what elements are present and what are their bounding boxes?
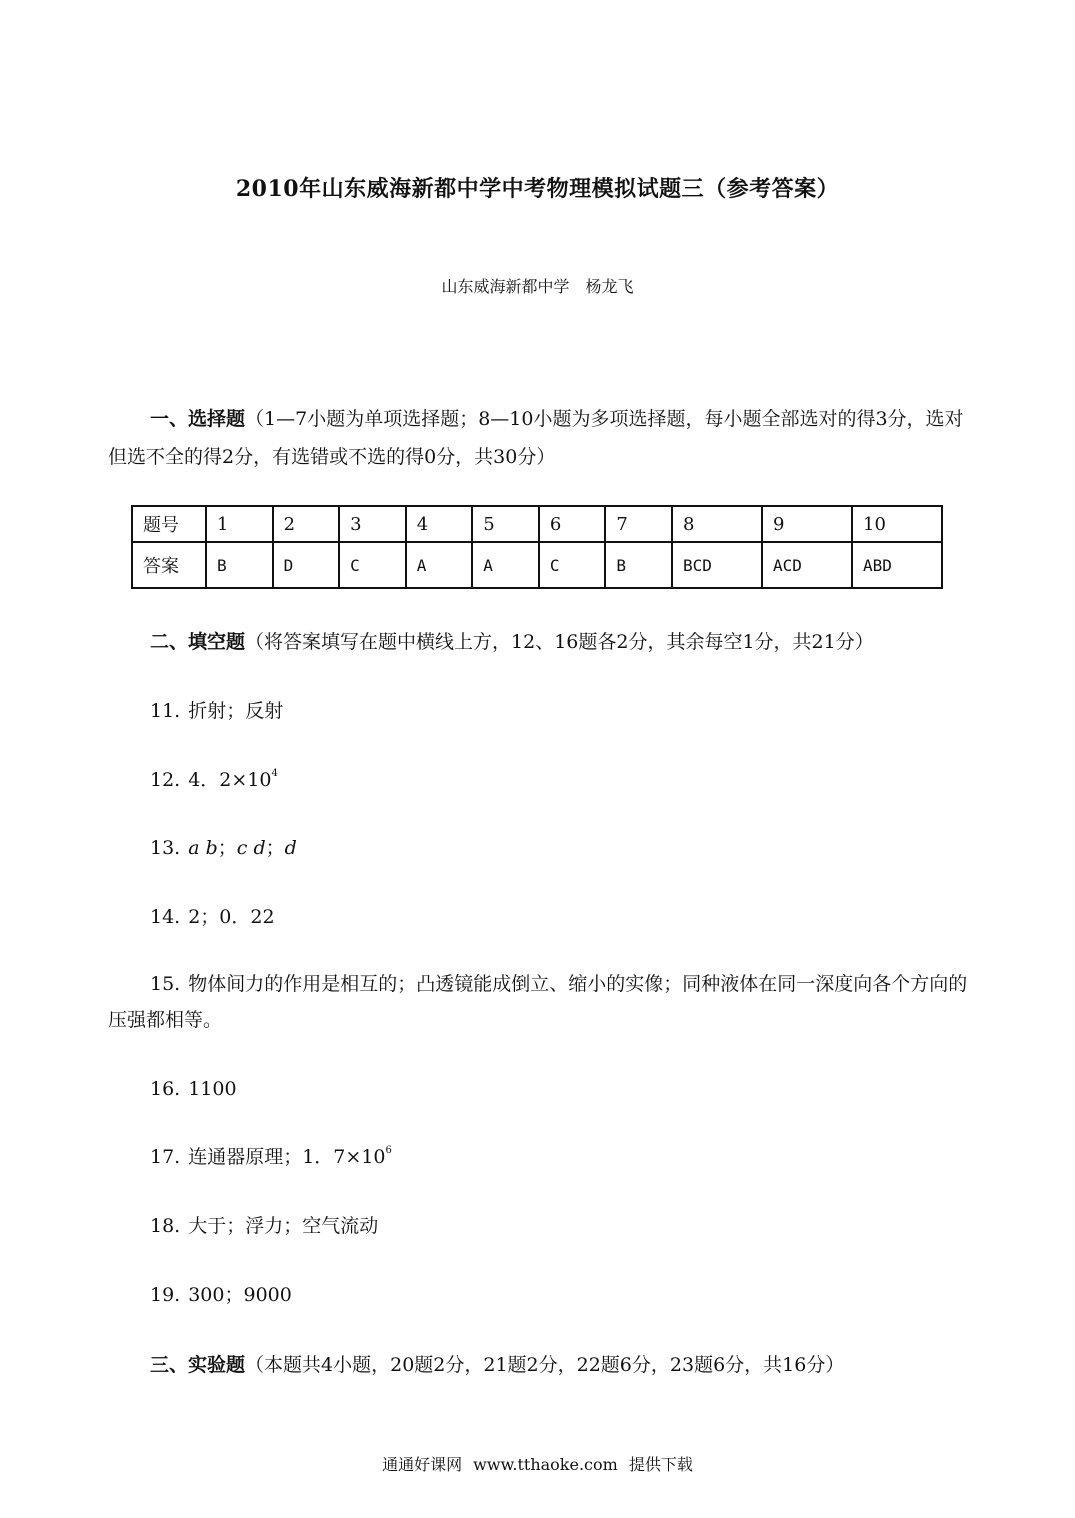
section-1-text: （1—7小题为单项选择题；8—10小题为多项选择题，每小题全部选对的得3分，选对但选不全的得2分，有选错或不选的得0分，共30分） [108, 408, 964, 468]
item-separator: ； [217, 837, 237, 859]
answer-item-15 [108, 966, 976, 1038]
item-number: 15. [150, 973, 181, 995]
answer-item-12 [150, 765, 278, 795]
item-text: 300；9000 [188, 1284, 292, 1306]
question-number-cell: 10 [852, 506, 942, 542]
item-var-d: d [284, 837, 297, 859]
answer-cell: A [472, 542, 539, 588]
answer-item-17 [150, 1142, 392, 1172]
document-author: 山东威海新都中学 杨龙飞 [441, 277, 634, 296]
answer-cell: C [339, 542, 406, 588]
section-2-text: （将答案填写在题中横线上方，12、16题各2分，其余每空1分，共21分） [245, 631, 874, 653]
item-exponent: 4 [271, 768, 278, 779]
item-number: 18. [150, 1215, 181, 1237]
section-3-text: （本题共4小题，20题2分，21题2分，22题6分，23题6分，共16分） [245, 1354, 845, 1376]
section-1-heading: 一、选择题 [150, 408, 246, 430]
section-2-heading: 二、填空题 [150, 631, 246, 653]
item-number: 13. [150, 837, 181, 859]
question-number-cell: 2 [273, 506, 340, 542]
answer-item-16 [150, 1074, 237, 1104]
answer-table [131, 505, 943, 589]
answer-cell: D [273, 542, 340, 588]
answer-cell: C [539, 542, 606, 588]
answer-cell: B [605, 542, 672, 588]
answer-item-18 [150, 1211, 378, 1241]
answer-table-answer-row [132, 542, 942, 588]
section-3-heading: 三、实验题 [150, 1354, 246, 1376]
item-separator: ； [265, 837, 285, 859]
item-number: 14. [150, 906, 181, 928]
row-label-question: 题号 [132, 506, 206, 542]
item-number: 12. [150, 769, 181, 791]
answer-cell: ABD [852, 542, 942, 588]
question-number-cell: 8 [672, 506, 762, 542]
item-exponent: 6 [385, 1145, 392, 1156]
item-text: 折射；反射 [188, 700, 284, 722]
section-3-instructions [108, 1346, 976, 1384]
answer-cell: BCD [672, 542, 762, 588]
item-number: 17. [150, 1146, 181, 1168]
answer-cell: A [406, 542, 473, 588]
question-number-cell: 3 [339, 506, 406, 542]
item-text: 大于；浮力；空气流动 [188, 1215, 379, 1237]
item-var-b: b [205, 837, 218, 859]
item-number: 11. [150, 700, 181, 722]
item-number: 16. [150, 1078, 181, 1100]
question-number-cell: 9 [762, 506, 852, 542]
item-text: 2；0．22 [188, 906, 275, 928]
row-label-answer: 答案 [132, 542, 206, 588]
question-number-cell: 5 [472, 506, 539, 542]
question-number-cell: 4 [406, 506, 473, 542]
item-var-d: d [253, 837, 266, 859]
question-number-cell: 7 [605, 506, 672, 542]
item-text: 1100 [188, 1078, 237, 1100]
answer-cell: ACD [762, 542, 852, 588]
section-1-instructions [108, 400, 976, 476]
item-var-c: c [236, 837, 248, 859]
item-var-a: a [188, 837, 200, 859]
answer-item-14 [150, 902, 275, 932]
item-text: 4．2×10 [188, 769, 272, 791]
document-title: 2010年山东威海新都中学中考物理模拟试题三（参考答案） [235, 176, 840, 202]
item-number: 19. [150, 1284, 181, 1306]
answer-cell: B [206, 542, 273, 588]
question-number-cell: 1 [206, 506, 273, 542]
answer-item-13 [150, 833, 297, 863]
section-2-instructions [108, 623, 976, 661]
item-text: 连通器原理；1．7×10 [188, 1146, 386, 1168]
answer-item-11 [150, 696, 283, 726]
question-number-cell: 6 [539, 506, 606, 542]
answer-table-number-row [132, 506, 942, 542]
item-text: 物体间力的作用是相互的；凸透镜能成倒立、缩小的实像；同种液体在同一深度向各个方向的压强都相等。 [108, 973, 968, 1031]
answer-item-19 [150, 1280, 292, 1310]
page-footer: 通通好课网 www.tthaoke.com 提供下载 [382, 1455, 693, 1474]
